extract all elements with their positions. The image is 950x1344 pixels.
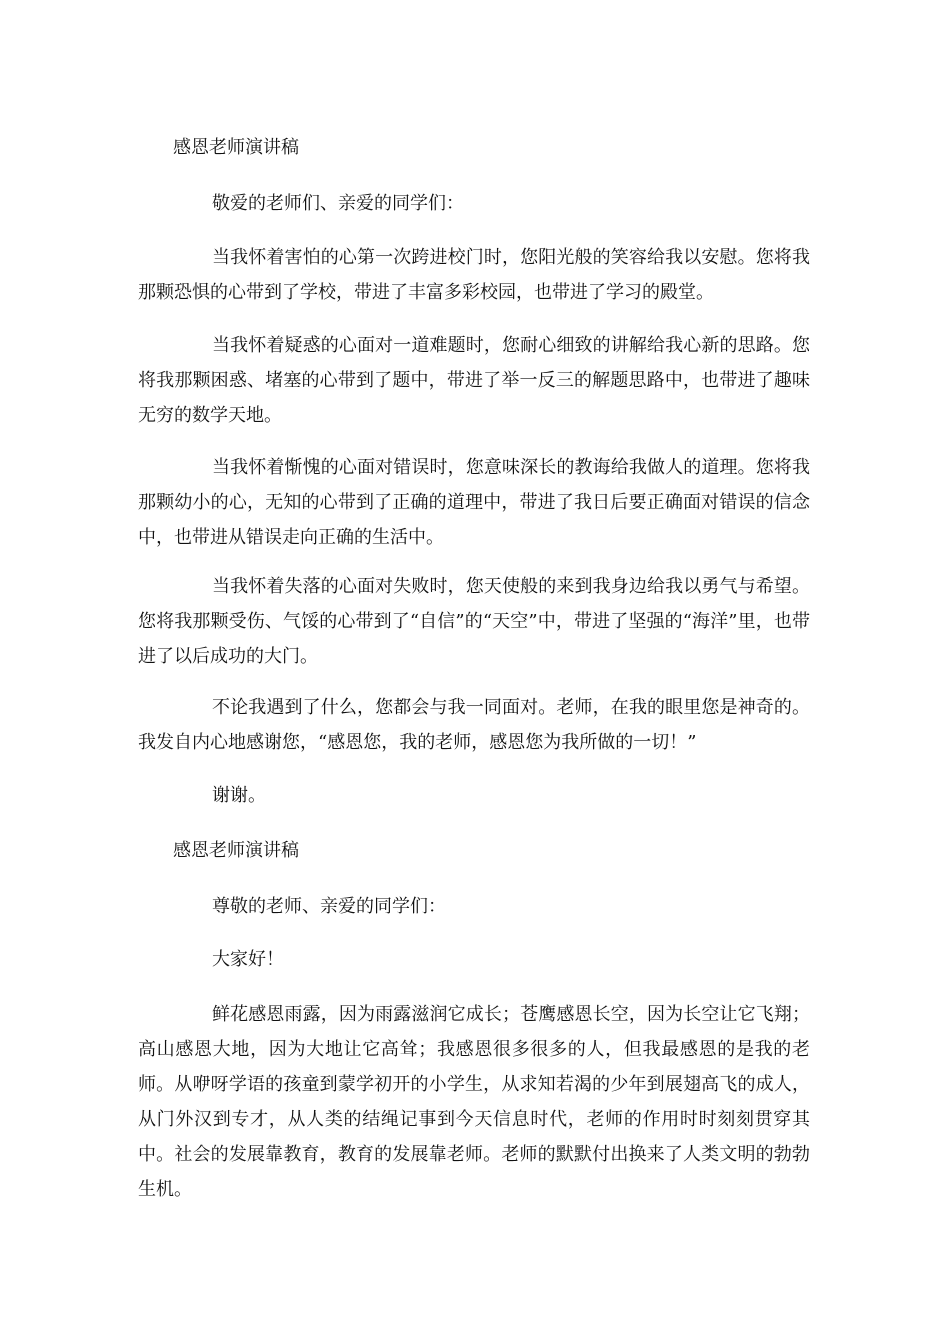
section1-paragraph-2: 当我怀着疑惑的心面对一道难题时，您耐心细致的讲解给我心新的思路。您将我那颗困惑、堵塞的心带到了题中，带进了举一反三的解题思路中，也带进了趣味无穷的数学天地。 (138, 335, 810, 426)
section2-title: 感恩老师演讲稿 (173, 840, 299, 861)
section1-paragraph-3: 当我怀着惭愧的心面对错误时，您意味深长的教诲给我做人的道理。您将我那颗幼小的心，无知的心带到了正确的道理中，带进了我日后要正确面对错误的信念中，也带进从错误走向正确的生活中。 (138, 457, 810, 548)
section1-paragraph-1: 当我怀着害怕的心第一次跨进校门时，您阳光般的笑容给我以安慰。您将我那颗恐惧的心带到了学校，带进了丰富多彩校园，也带进了学习的殿堂。 (138, 247, 810, 303)
section2-greeting: 尊敬的老师、亲爱的同学们： (212, 896, 446, 917)
section2-paragraph-1: 鲜花感恩雨露，因为雨露滋润它成长；苍鹰感恩长空，因为长空让它飞翔；高山感恩大地，因为大地让它高耸；我感恩很多很多的人，但我最感恩的是我的老师。从咿呀学语的孩童到蒙学初开的小学生，从求知若渴的少年到展翅高飞的成人，从门外汉到专才，从人类的结绳记事到今天信息时代，老师的作用时时刻刻贯穿其中。社会的发展靠教育，教育的发展靠老师。老师的默默付出换来了人类文明的勃勃生机。 (138, 1004, 810, 1200)
section1-paragraph-5: 不论我遇到了什么，您都会与我一同面对。老师，在我的眼里您是神奇的。我发自内心地感谢您，“感恩您，我的老师，感恩您为我所做的一切！” (138, 697, 810, 753)
section1-closing: 谢谢。 (212, 785, 266, 806)
section1-greeting: 敬爱的老师们、亲爱的同学们： (212, 193, 464, 214)
section1-title: 感恩老师演讲稿 (173, 137, 299, 158)
section1-paragraph-4: 当我怀着失落的心面对失败时，您天使般的来到我身边给我以勇气与希望。您将我那颗受伤、气馁的心带到了“自信”的“天空”中，带进了坚强的“海洋”里，也带进了以后成功的大门。 (138, 576, 810, 667)
section2-salutation: 大家好！ (212, 949, 284, 970)
